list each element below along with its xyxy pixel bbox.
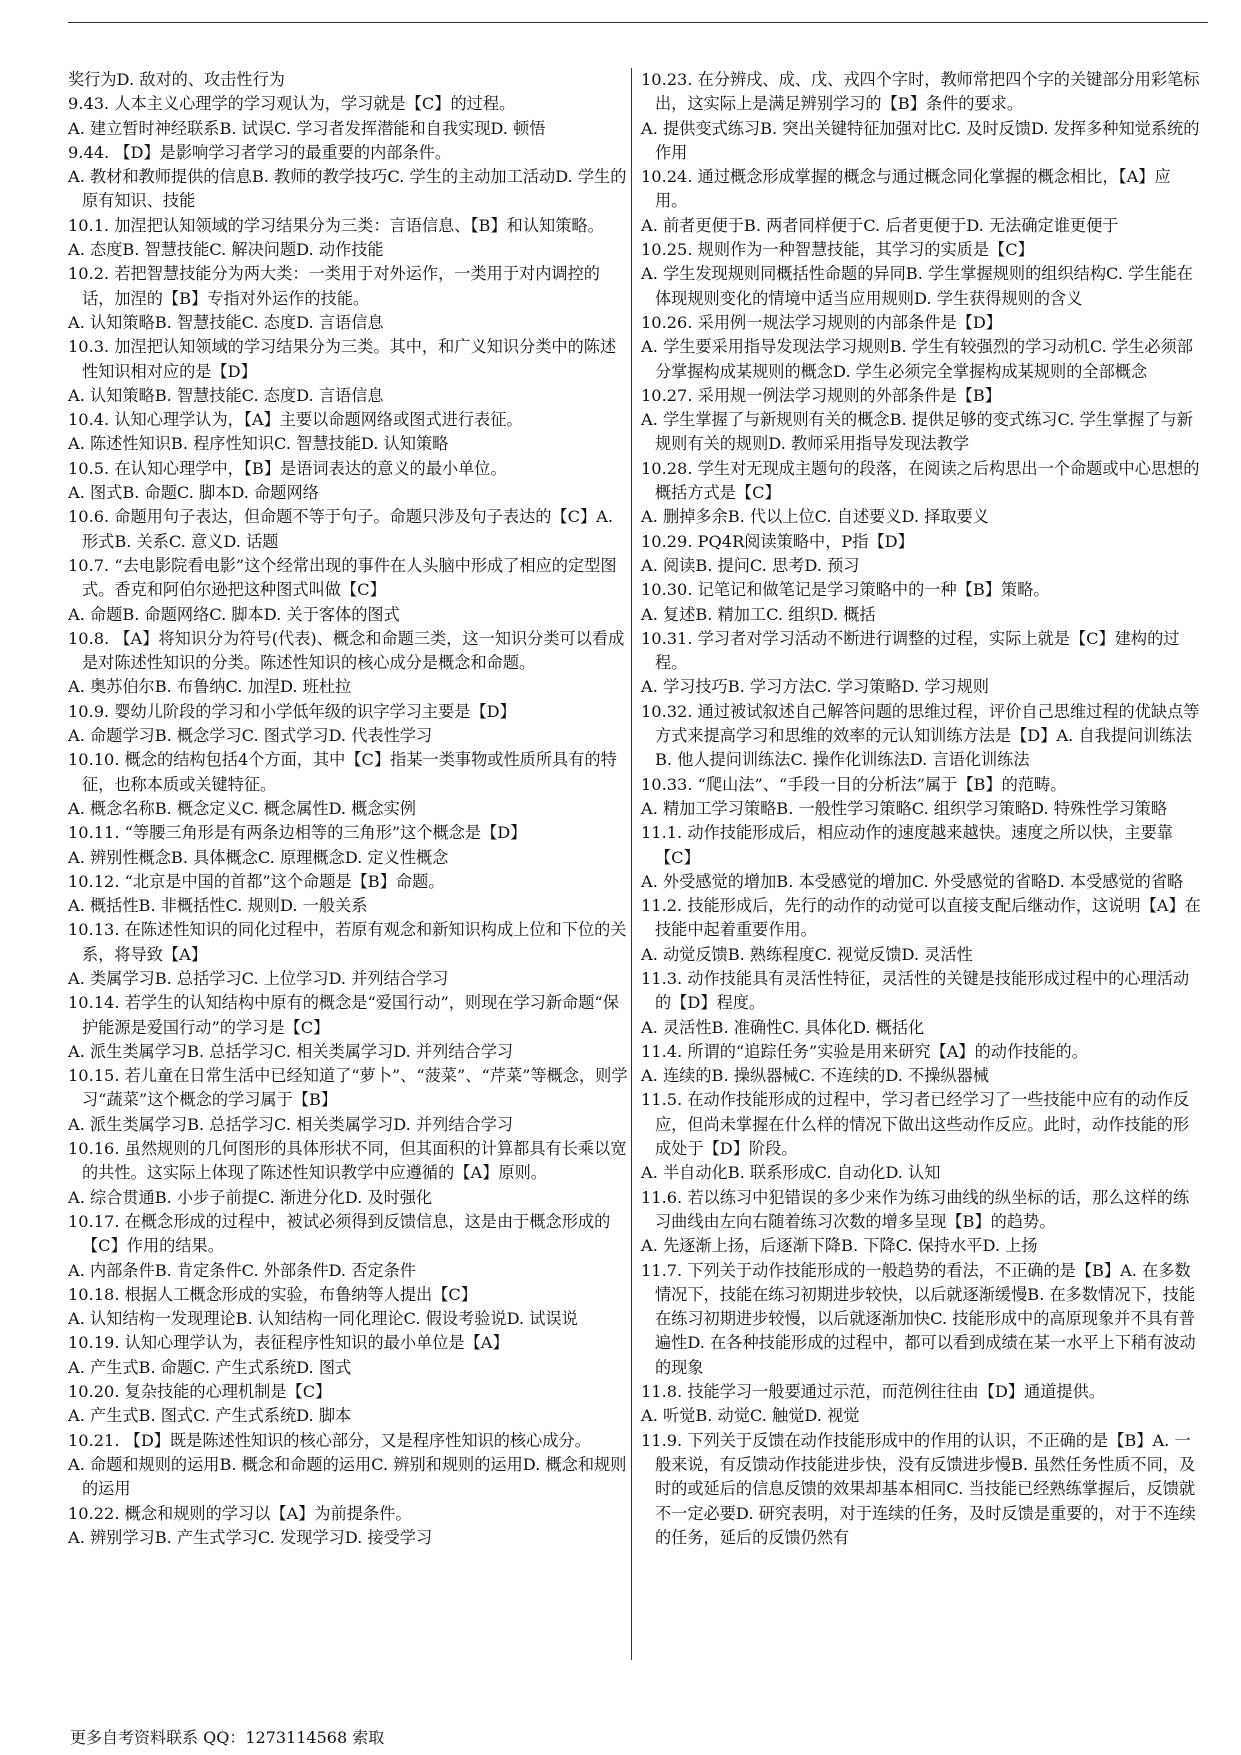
answer-options: A. 外受感觉的增加B. 本受感觉的增加C. 外受感觉的省略D. 本受感觉的省略: [641, 871, 1184, 891]
question-text: 10.23. 在分辨戌、成、戊、戎四个字时，教师常把四个字的关键部分用彩笔标出，这实际上是满足辨别学习的【B】条件的要求。: [641, 70, 1200, 114]
answer-options: A. 综合贯通B. 小步子前提C. 渐进分化D. 及时强化: [68, 1187, 433, 1207]
answer-options: A. 产生式B. 图式C. 产生式系统D. 脚本: [68, 1406, 352, 1426]
question-text: 10.8. 【A】将知识分为符号(代表)、概念和命题三类，这一知识分类可以看成是对陈述性知识的分类。陈述性知识的核心成分是概念和命题。: [68, 628, 625, 673]
question-text: 11.2. 技能形成后，先行的动作的动觉可以直接支配后继动作，这说明【A】在技能中起着重要作用。: [641, 896, 1201, 940]
answer-options: A. 动觉反馈B. 熟练程度C. 视觉反馈D. 灵活性: [641, 944, 973, 964]
answer-options: A. 学生掌握了与新规则有关的概念B. 提供足够的变式练习C. 学生掌握了与新规则有关的规则D. 教师采用指导发现法教学: [641, 410, 1193, 454]
question-text: 10.10. 概念的结构包括4个方面，其中【C】指某一类事物或性质所具有的特征，也称本质或关键特征。: [68, 750, 617, 794]
answer-options: A. 内部条件B. 肯定条件C. 外部条件D. 否定条件: [68, 1260, 416, 1280]
answer-options: A. 派生类属学习B. 总括学习C. 相关类属学习D. 并列结合学习: [68, 1041, 514, 1061]
question-text: 10.3. 加涅把认知领域的学习结果分为三类。其中，和广义知识分类中的陈述性知识相对应的是【D】: [68, 337, 617, 381]
answer-options: A. 复述B. 精加工C. 组织D. 概括: [641, 604, 876, 624]
question-text: 10.26. 采用例一规法学习规则的内部条件是【D】: [641, 312, 1002, 332]
answer-options: A. 听觉B. 动觉C. 触觉D. 视觉: [641, 1406, 860, 1426]
question-text: 10.22. 概念和规则的学习以【A】为前提条件。: [68, 1503, 412, 1523]
question-text: 10.9. 婴幼儿阶段的学习和小学低年级的识字学习主要是【D】: [68, 701, 516, 721]
answer-options: A. 删掉多余B. 代以上位C. 自述要义D. 择取要义: [641, 507, 989, 527]
question-text: 10.7. “去电影院看电影”这个经常出现的事件在人头脑中形成了相应的定型图式。香克和阿伯尔逊把这种图式叫做【C】: [68, 555, 617, 600]
question-text: 11.9. 下列关于反馈在动作技能形成中的作用的认识，不正确的是【B】A. 一般来说，有反馈动作技能进步快，没有反馈进步慢B. 虽然任务性质不同，及时的或延后的信息反馈的效果却基本相同C. 当技能已经熟练掌握后，反馈就不一定必要D. 研究表明，对于连续的任务，及时反馈是重要的，对于不连续的任务，延后的反馈仍然有: [641, 1430, 1196, 1547]
question-text: 10.33. “爬山法”、“手段一目的分析法”属于【B】的范畴。: [641, 774, 1067, 794]
answer-options: A. 陈述性知识B. 程序性知识C. 智慧技能D. 认知策略: [68, 434, 449, 454]
question-text: 10.13. 在陈述性知识的同化过程中，若原有观念和新知识构成上位和下位的关系，将导致【A】: [68, 920, 627, 964]
answer-options: A. 先逐渐上扬，后逐渐下降B. 下降C. 保持水平D. 上扬: [641, 1236, 1038, 1256]
answer-options: A. 阅读B. 提问C. 思考D. 预习: [641, 555, 860, 575]
question-text: 9.43. 人本主义心理学的学习观认为，学习就是【C】的过程。: [68, 94, 516, 114]
answer-options: A. 奥苏伯尔B. 布鲁纳C. 加涅D. 班杜拉: [68, 677, 352, 697]
answer-options: A. 概念名称B. 概念定义C. 概念属性D. 概念实例: [68, 798, 416, 818]
answer-options: A. 辨别性概念B. 具体概念C. 原理概念D. 定义性概念: [68, 847, 449, 867]
question-text: 10.5. 在认知心理学中，【B】是语词表达的意义的最小单位。: [68, 458, 507, 478]
question-text: 10.25. 规则作为一种智慧技能，其学习的实质是【C】: [641, 240, 1034, 260]
question-text: 10.15. 若儿童在日常生活中已经知道了“萝卜”、“菠菜”、“芹菜”等概念，则学习“蔬菜”这个概念的学习属于【B】: [68, 1066, 628, 1110]
answer-options: A. 认知策略B. 智慧技能C. 态度D. 言语信息: [68, 312, 384, 332]
answer-options: A. 连续的B. 操纵器械C. 不连续的D. 不操纵器械: [641, 1066, 989, 1086]
answer-options: A. 类属学习B. 总括学习C. 上位学习D. 并列结合学习: [68, 968, 449, 988]
question-text: 11.8. 技能学习一般要通过示范，而范例往往由【D】通道提供。: [641, 1382, 1105, 1402]
answer-options: A. 精加工学习策略B. 一般性学习策略C. 组织学习策略D. 特殊性学习策略: [641, 798, 1168, 818]
answer-options: A. 灵活性B. 准确性C. 具体化D. 概括化: [641, 1017, 925, 1037]
footer-contact: 更多自考资料联系 QQ：1273114568 索取: [70, 1728, 385, 1747]
question-text: 奖行为D. 敌对的、攻击性行为: [68, 70, 285, 89]
question-text: 10.32. 通过被试叙述自己解答问题的思维过程，评价自己思维过程的优缺点等方式来提高学习和思维的效率的元认知训练方法是【D】A. 自我提问训练法B. 他人提问训练法C. 操作化训练法D. 言语化训练法: [641, 701, 1200, 770]
question-text: 10.19. 认知心理学认为，表征程序性知识的最小单位是【A】: [68, 1333, 509, 1353]
answer-options: A. 认知策略B. 智慧技能C. 态度D. 言语信息: [68, 385, 384, 405]
answer-options: A. 建立暂时神经联系B. 试误C. 学习者发挥潜能和自我实现D. 顿悟: [68, 118, 546, 138]
question-text: 10.29. PQ4R阅读策略中，P指【D】: [641, 531, 914, 551]
question-text: 10.6. 命题用句子表达，但命题不等于句子。命题只涉及句子表达的【C】A. 形式B. 关系C. 意义D. 话题: [68, 507, 613, 551]
answer-options: A. 命题B. 命题网络C. 脚本D. 关于客体的图式: [68, 604, 400, 624]
question-text: 10.11. “等腰三角形是有两条边相等的三角形”这个概念是【D】: [68, 823, 527, 843]
question-text: 10.24. 通过概念形成掌握的概念与通过概念同化掌握的概念相比，【A】应用。: [641, 167, 1171, 211]
question-text: 9.44. 【D】是影响学习者学习的最重要的内部条件。: [68, 142, 452, 162]
answer-options: A. 产生式B. 命题C. 产生式系统D. 图式: [68, 1357, 352, 1377]
question-text: 10.20. 复杂技能的心理机制是【C】: [68, 1382, 332, 1402]
left-column: [68, 68, 628, 1550]
question-text: 10.28. 学生对无现成主题句的段落，在阅读之后构思出一个命题或中心思想的概括方式是【C】: [641, 458, 1200, 503]
answer-options: A. 半自动化B. 联系形成C. 自动化D. 认知: [641, 1163, 941, 1183]
answer-options: A. 学生要采用指导发现法学习规则B. 学生有较强烈的学习动机C. 学生必须部分掌握构成某规则的概念D. 学生必须完全掌握构成某规则的全部概念: [641, 337, 1193, 381]
answer-options: A. 命题和规则的运用B. 概念和命题的运用C. 辨别和规则的运用D. 概念和规则的运用: [68, 1454, 627, 1499]
question-text: 10.30. 记笔记和做笔记是学习策略中的一种【B】策略。: [641, 580, 1050, 600]
question-text: 10.27. 采用规一例法学习规则的外部条件是【B】: [641, 385, 1001, 405]
question-text: 10.14. 若学生的认知结构中原有的概念是“爱国行动”，则现在学习新命题“保护能源是爱国行动”的学习是【C】: [68, 993, 619, 1037]
question-text: 10.1. 加涅把认知领域的学习结果分为三类：言语信息、【B】和认知策略。: [68, 215, 604, 235]
question-text: 10.21. 【D】既是陈述性知识的核心部分，又是程序性知识的核心成分。: [68, 1430, 591, 1450]
answer-options: A. 派生类属学习B. 总括学习C. 相关类属学习D. 并列结合学习: [68, 1114, 514, 1134]
answer-options: A. 辨别学习B. 产生式学习C. 发现学习D. 接受学习: [68, 1527, 433, 1547]
question-text: 10.31. 学习者对学习活动不断进行调整的过程，实际上就是【C】建构的过程。: [641, 628, 1180, 673]
answer-options: A. 学生发现规则同概括性命题的异同B. 学生掌握规则的组织结构C. 学生能在体现规则变化的情境中适当应用规则D. 学生获得规则的含义: [641, 264, 1193, 308]
answer-options: A. 概括性B. 非概括性C. 规则D. 一般关系: [68, 896, 368, 916]
answer-options: A. 命题学习B. 概念学习C. 图式学习D. 代表性学习: [68, 726, 433, 746]
answer-options: A. 教材和教师提供的信息B. 教师的教学技巧C. 学生的主动加工活动D. 学生的原有知识、技能: [68, 167, 627, 211]
right-column: [641, 68, 1201, 1550]
answer-options: A. 认知结构一发现理论B. 认知结构一同化理论C. 假设考验说D. 试误说: [68, 1309, 578, 1329]
question-text: 11.1. 动作技能形成后，相应动作的速度越来越快。速度之所以快，主要靠【C】: [641, 823, 1173, 867]
question-text: 11.5. 在动作技能形成的过程中，学习者已经学习了一些技能中应有的动作反应，但尚未掌握在什么样的情况下做出这些动作反应。此时，动作技能的形成处于【D】阶段。: [641, 1090, 1190, 1159]
question-text: 10.17. 在概念形成的过程中，被试必须得到反馈信息，这是由于概念形成的【C】作用的结果。: [68, 1211, 611, 1256]
answer-options: A. 提供变式练习B. 突出关键特征加强对比C. 及时反馈D. 发挥多种知觉系统的作用: [641, 118, 1200, 162]
question-text: 11.4. 所谓的“追踪任务”实验是用来研究【A】的动作技能的。: [641, 1041, 1088, 1061]
answer-options: A. 态度B. 智慧技能C. 解决问题D. 动作技能: [68, 240, 384, 260]
question-text: 10.18. 根据人工概念形成的实验，布鲁纳等人提出【C】: [68, 1284, 477, 1304]
question-text: 11.3. 动作技能具有灵活性特征，灵活性的关键是技能形成过程中的心理活动的【D】程度。: [641, 968, 1190, 1013]
answer-options: A. 前者更便于B. 两者同样便于C. 后者更便于D. 无法确定谁更便于: [641, 215, 1119, 235]
question-text: 11.6. 若以练习中犯错误的多少来作为练习曲线的纵坐标的话，那么这样的练习曲线由左向右随着练习次数的增多呈现【B】的趋势。: [641, 1187, 1190, 1231]
answer-options: A. 图式B. 命题C. 脚本D. 命题网络: [68, 483, 319, 503]
column-divider: [631, 68, 632, 1660]
question-text: 11.7. 下列关于动作技能形成的一般趋势的看法，不正确的是【B】A. 在多数情况下，技能在练习初期进步较快，以后就逐渐缓慢B. 在多数情况下，技能在练习初期进步较慢，以后就逐渐加快C. 技能形成中的高原现象并不具有普遍性D. 在各种技能形成的过程中，都可以看到成绩在某一水平上下稍有波动的现象: [641, 1260, 1196, 1377]
header-rule: [68, 22, 1208, 23]
question-text: 10.2. 若把智慧技能分为两大类：一类用于对外运作，一类用于对内调控的话，加涅的【B】专指对外运作的技能。: [68, 264, 600, 308]
answer-options: A. 学习技巧B. 学习方法C. 学习策略D. 学习规则: [641, 677, 989, 697]
question-text: 10.12. “北京是中国的首都”这个命题是【B】命题。: [68, 871, 445, 891]
question-text: 10.16. 虽然规则的几何图形的具体形状不同，但其面积的计算都具有长乘以宽的共性。这实际上体现了陈述性知识教学中应遵循的【A】原则。: [68, 1139, 627, 1183]
question-text: 10.4. 认知心理学认为，【A】主要以命题网络或图式进行表征。: [68, 410, 523, 430]
